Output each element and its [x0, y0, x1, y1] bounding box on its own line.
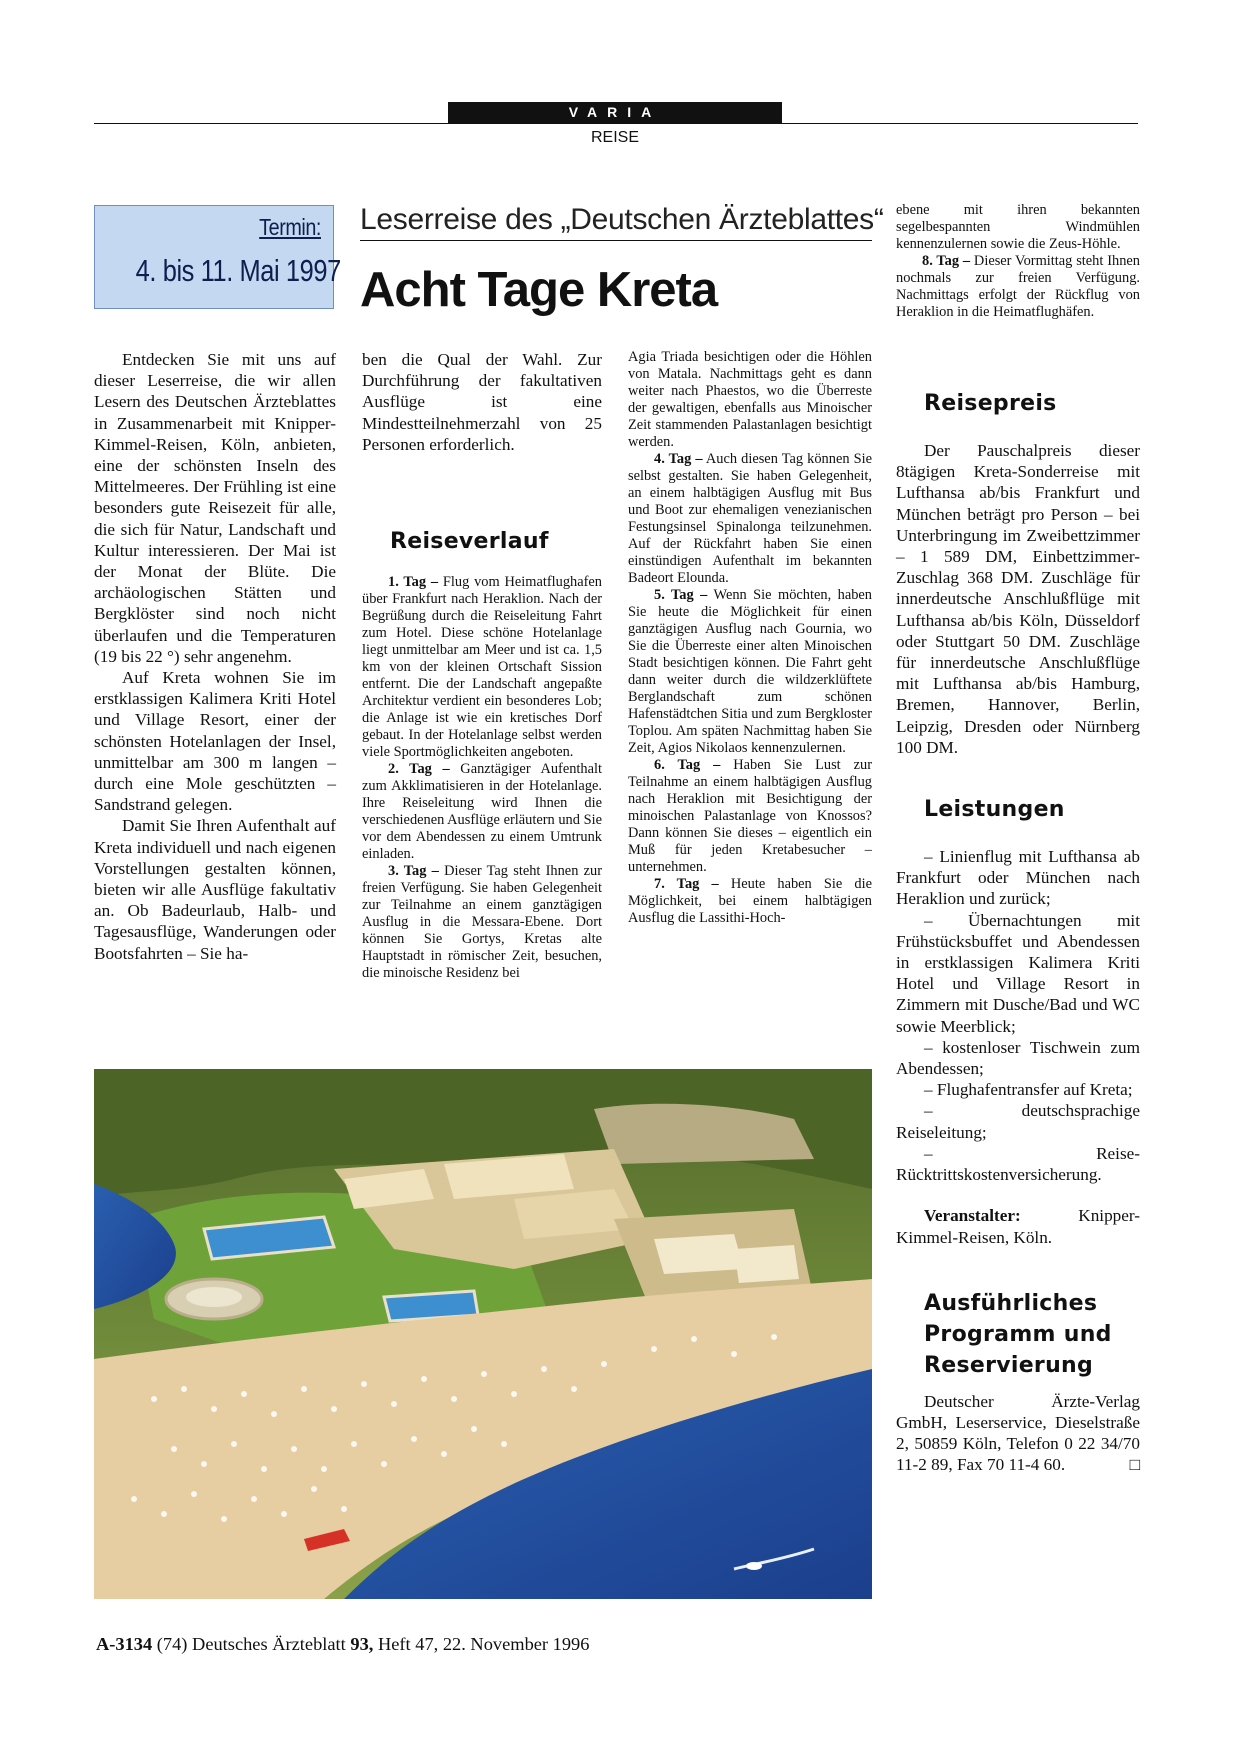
paragraph: Der Pauschalpreis dieser 8tägigen Kreta-Sonderreise mit Lufthansa ab/bis Frankfurt und München beträgt pro Person – bei Unterbringung im Zweibettzimmer – 1 589 DM, Einbettzimmer-Zuschlag 368 DM. Zuschläge für innerdeutsche Anschlußflüge mit Lufthansa ab/bis Köln, Düsseldorf oder Stuttgart 50 DM. Zuschläge für innerdeutsche Anschlußflüge mit Lufthansa ab/bis Hamburg, Bremen, Hannover, Berlin, Leipzig, Dresden oder Nürnberg 100 DM. — [896, 441, 1140, 757]
paragraph: Agia Triada besichtigen oder die Höhlen von Matala. Nachmittags geht es dann weiter nach Phaestos, wo die Überreste der gewaltigen, ebenfalls aus Minoischer Zeit stammenden Palastanlagen besichtigt werden. — [628, 349, 872, 450]
termin-dates: 4. bis 11. Mai 1997 — [135, 253, 341, 288]
veranstalter-text: Knipper-Kimmel-Reisen, Köln. — [896, 1206, 1140, 1247]
day-entry — [628, 757, 872, 876]
paragraph: Auf Kreta wohnen Sie im erstklassigen Kalimera Kriti Hotel und Village Resort, einer der schönsten Hotelanlagen der Insel, unmittelbar am 300 m langen – durch eine Mole geschützten – Sandstrand gelegen. — [94, 668, 336, 815]
day-label: 3. Tag – — [388, 863, 439, 879]
volume: 93, — [350, 1634, 374, 1654]
day-entry — [362, 863, 602, 982]
day-entry — [628, 876, 872, 927]
paragraph: Damit Sie Ihren Aufenthalt auf Kreta individuell und nach eigenen Vorstellungen gestalten können, bieten wir alle Ausflüge fakultativ an. Ob Badeurlaub, Halb- und Tagesausflüge, Wanderungen oder Bootsfahrten – Sie ha- — [94, 816, 336, 963]
article-title: Acht Tage Kreta — [360, 263, 718, 317]
page-id: A-3134 — [96, 1634, 153, 1654]
day-label: 8. Tag – — [922, 253, 971, 269]
header-rule — [94, 123, 1138, 124]
day-text: Haben Sie Lust zur Teilnahme an einem halbtägigen Ausflug nach Heraklion mit Besichtigung der minoischen Palastanlage von Knossos? Dann können Sie dieses – eigentlich ein Muß für jeden Kretabesucher – unternehmen. — [628, 757, 872, 875]
veranstalter-label: Veranstalter: — [924, 1206, 1021, 1226]
page-footer — [96, 1634, 589, 1655]
end-mark: □ — [1129, 1455, 1140, 1475]
day-label: 2. Tag – — [388, 761, 450, 777]
text-column-3 — [628, 349, 872, 927]
day-label: 4. Tag – — [654, 451, 703, 467]
kicker-rule — [360, 240, 872, 241]
leistung-item: – kostenloser Tischwein zum Abendessen; — [896, 1037, 1140, 1079]
leistung-item: – Reise-Rücktrittskostenversicherung. — [896, 1143, 1140, 1185]
termin-label: Termin: — [259, 214, 321, 240]
leistung-item: – deutschsprachige Reiseleitung; — [896, 1101, 1140, 1142]
article-kicker: Leserreise des „Deutschen Ärzteblattes“ — [360, 203, 884, 236]
day-label: 6. Tag – — [654, 757, 721, 773]
veranstalter — [896, 1205, 1140, 1247]
day-entry — [628, 451, 872, 587]
resort-aerial-photo — [94, 1069, 872, 1599]
day-text: Heute haben Sie die Möglichkeit, bei einem halbtägigen Ausflug die Lassithi-Hoch- — [628, 876, 872, 926]
day-text: Ganztägiger Aufenthalt zum Akklimatisieren in der Hotelanlage. Ihre Reiseleitung wird Ihnen die verschiedenen Ausflüge erläutern und Sie vor dem Abendessen zu einem Umtrunk einladen. — [362, 761, 602, 862]
journal-name: Deutsches Ärzteblatt — [192, 1634, 346, 1654]
day-label: 1. Tag – — [388, 574, 439, 590]
day-entry — [896, 253, 1140, 321]
text-column-4 — [896, 390, 1140, 1476]
termin-box — [94, 205, 341, 309]
contact-text: Deutscher Ärzte-Verlag GmbH, Leserservice, Dieselstraße 2, 50859 Köln, Telefon 0 22 34/70 11-2 89, Fax 70 11-4 60. — [896, 1391, 1140, 1475]
section-bar — [448, 102, 782, 123]
page-number: (74) — [156, 1634, 188, 1654]
text-column-4-top — [896, 202, 1140, 321]
paragraph: ben die Qual der Wahl. Zur Durchführung der fakultativen Ausflüge ist eine Mindestteilnehmerzahl von 25 Personen erforderlich. — [362, 350, 602, 454]
section-label: VARIA — [568, 104, 662, 120]
day-label: 7. Tag – — [654, 876, 719, 892]
leistung-item: – Übernachtungen mit Frühstücksbuffet und Abendessen in erstklassigen Kalimera Kriti Hotel und Village Resort in Zimmern mit Dusche/Bad und WC sowie Meerblick; — [896, 910, 1140, 1036]
day-entry — [628, 587, 872, 757]
day-text: Auch diesen Tag können Sie selbst gestalten. Sie haben Gelegenheit, an einem halbtägigen Ausflug mit Bus und Boot zur ehemaligen venezianischen Festungsinsel Spinalonga teilzunehmen. Auf der Rückfahrt haben Sie einen einstündigen Aufenthalt im bekannten Badeort Elounda. — [628, 451, 873, 586]
text-column-2-intro — [362, 349, 602, 455]
day-text: Dieser Vormittag steht Ihnen nochmals zur freien Verfügung. Nachmittags erfolgt der Rückflug von Heraklion in die Heimatflughäfen. — [896, 253, 1140, 320]
day-text: Flug vom Heimatflughafen über Frankfurt nach Heraklion. Nach der Begrüßung durch die Reiseleitung Fahrt zum Hotel. Diese schöne Hotelanlage liegt unmittelbar am Meer und ist ca. 1,5 km von der kleinen Ortschaft Sission entfernt. Die der Landschaft angepaßte Architektur verdient ein besonderes Lob; die Anlage ist wie ein kretisches Dorf gebaut. In der Hotelanlage selbst werden viele Sportmöglichkeiten angeboten. — [362, 574, 602, 760]
text-column-1 — [94, 349, 336, 964]
leistung-item: – Linienflug mit Lufthansa ab Frankfurt oder München nach Heraklion und zurück; — [896, 847, 1140, 909]
day-text: Wenn Sie möchten, haben Sie heute die Möglichkeit für einen ganztägigen Ausflug nach Gournia, wo Sie die Überreste einer alten Minoischen Stadt besichtigen können. Die Fahrt geht dann weiter durch die wildzerklüftete Berglandschaft zum schönen Hafenstädtchen Sitia und zum Bergkloster Toplou. Am späten Nachmittag haben Sie Zeit, Agios Nikolaos kennenzulernen. — [628, 587, 872, 756]
day-text: Dieser Tag steht Ihnen zur freien Verfügung. Sie haben Gelegenheit zur Teilnahme an einem ganztägigen Ausflug in die Messara-Ebene. Dort können Sie Gortys, Kretas alte Hauptstadt in römischer Zeit, besuchen, die minoische Residenz bei — [362, 863, 602, 981]
leistungen-heading: Leistungen — [924, 797, 1065, 823]
text-column-2 — [362, 528, 602, 982]
leistung-item: – Flughafentransfer auf Kreta; — [924, 1080, 1133, 1100]
resort-photo-illustration — [94, 1069, 872, 1599]
day-entry — [362, 574, 602, 761]
issue-info: Heft 47, 22. November 1996 — [377, 1634, 590, 1654]
subsection-label: REISE — [590, 129, 639, 146]
reiseverlauf-heading: Reiseverlauf — [390, 529, 549, 554]
paragraph: ebene mit ihren bekannten segelbespannten Windmühlen kennenzulernen sowie die Zeus-Höhle. — [896, 202, 1140, 252]
paragraph: Entdecken Sie mit uns auf dieser Leserreise, die wir allen Lesern des Deutschen Ärzteblattes in Zusammenarbeit mit Knipper-Kimmel-Reisen, Köln, anbieten, eine der schönsten Inseln des Mittelmeeres. Der Frühling ist eine besonders gute Reisezeit für alle, die sich für Natur, Landschaft und Kultur interessieren. Der Mai ist der Monat der Blüte. Die archäologischen Stätten und Bergklöster sind noch nicht überlaufen und die Temperaturen (19 bis 22 °) sehr angenehm. — [94, 350, 337, 666]
contact-paragraph — [896, 1391, 1140, 1476]
day-label: 5. Tag – — [654, 587, 708, 603]
programm-heading: Ausführliches Programm und Reservierung — [924, 1290, 1112, 1378]
day-entry — [362, 761, 602, 863]
reisepreis-heading: Reisepreis — [924, 391, 1057, 416]
